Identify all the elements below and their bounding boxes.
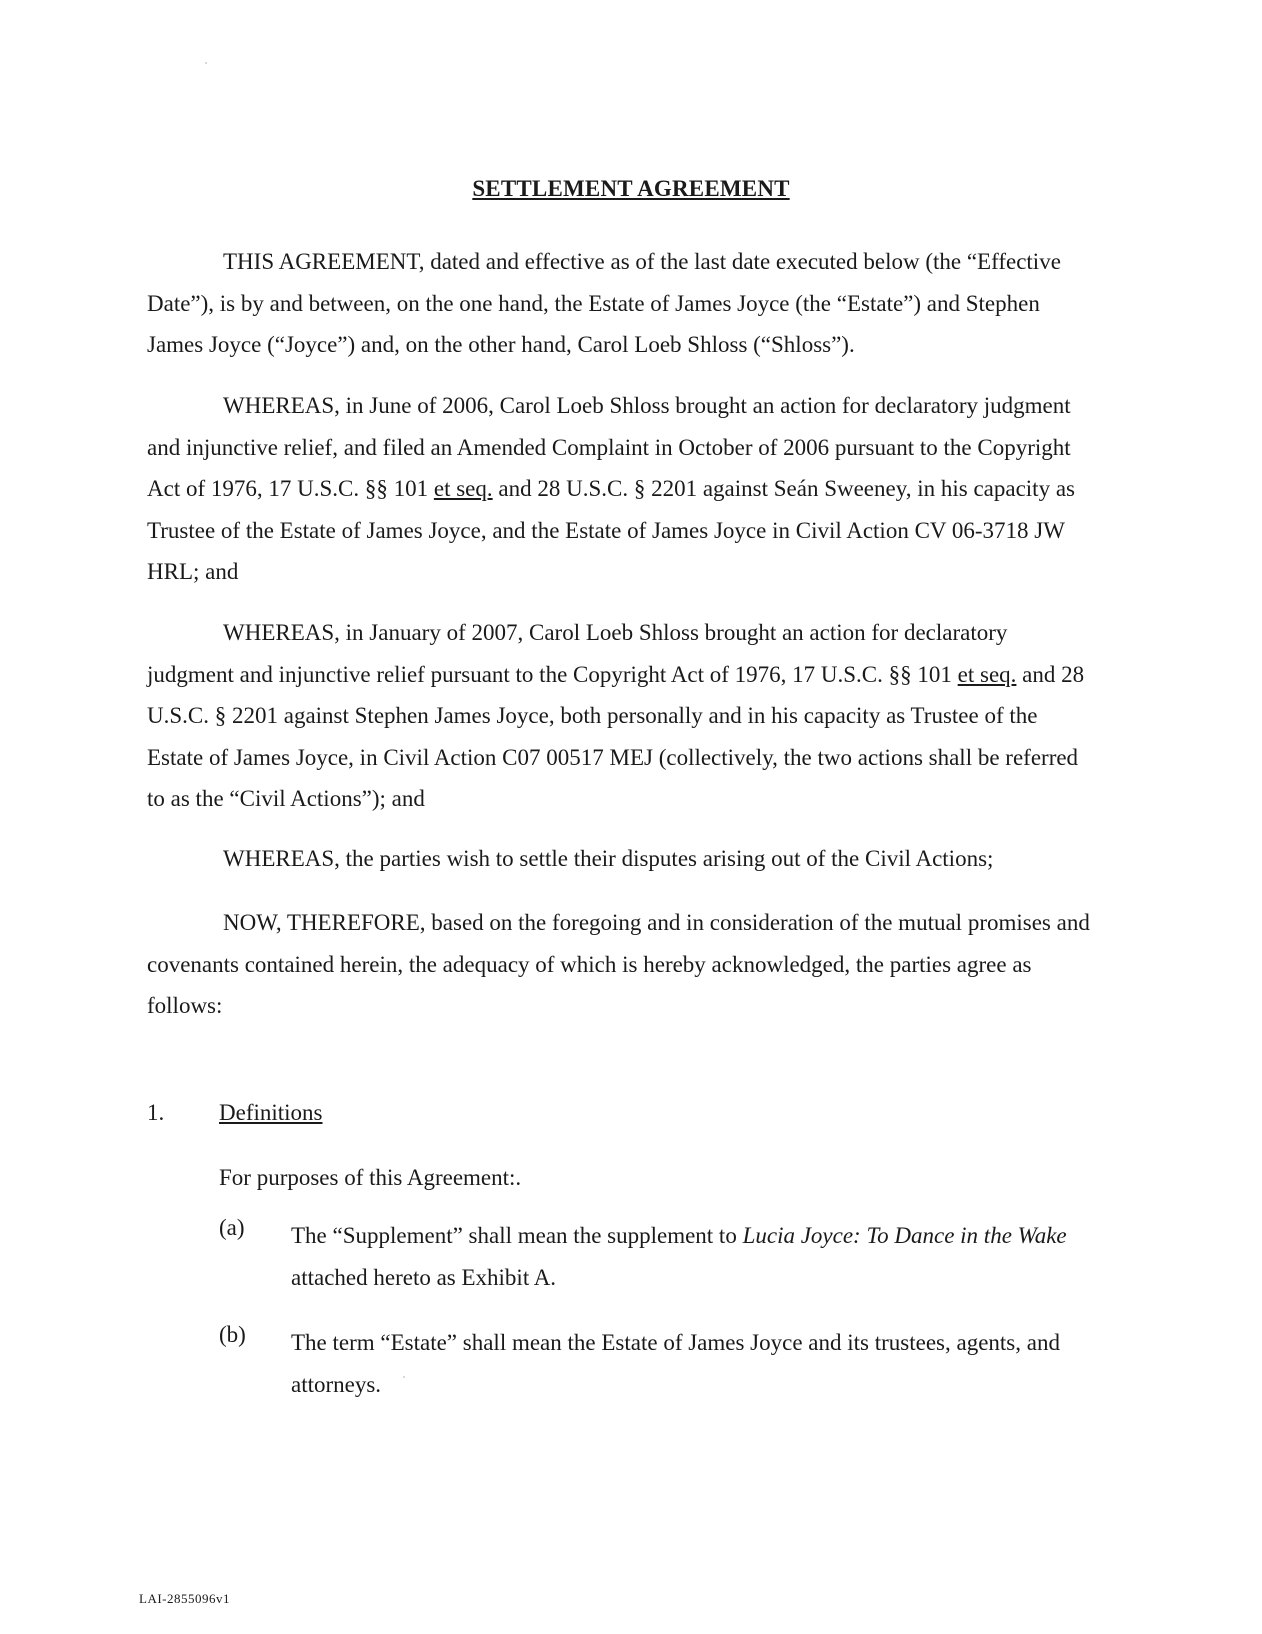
section-number: 1. <box>147 1100 165 1125</box>
book-title: Lucia Joyce: To Dance in the Wake <box>742 1223 1067 1248</box>
section-heading: Definitions <box>219 1100 323 1125</box>
document-title: SETTLEMENT AGREEMENT <box>472 176 790 201</box>
whereas-1-text-b: and 28 U.S.C. § 2201 against Seán Sweeney, in his capacity as Trustee of the Estate of James Joyce, and the Estate of James Joyce in Civil Action CV 06-3718 JW HRL; and <box>147 476 1075 584</box>
item-label: (a) <box>219 1215 245 1240</box>
item-a-text-a: The “Supplement” shall mean the supplement to <box>291 1223 743 1248</box>
whereas-paragraph-2 <box>147 612 1095 820</box>
whereas-paragraph-1 <box>147 385 1095 593</box>
whereas-paragraph-3: WHEREAS, the parties wish to settle their disputes arising out of the Civil Actions; <box>223 846 994 871</box>
item-label: (b) <box>219 1322 246 1347</box>
document-id-footer: LAI-2855096v1 <box>139 1591 230 1606</box>
et-seq-citation: et seq. <box>433 476 493 501</box>
whereas-1-text-a: WHEREAS, in June of 2006, Carol Loeb Shloss brought an action for declaratory judgment and injunctive relief, and filed an Amended Complaint in October of 2006 pursuant to the Copyright Act of 1976, 17 U.S.C. §§ 101 <box>147 393 1071 501</box>
whereas-2-text-a: WHEREAS, in January of 2007, Carol Loeb Shloss brought an action for declaratory judgment and injunctive relief pursuant to the Copyright Act of 1976, 17 U.S.C. §§ 101 <box>147 620 1008 687</box>
item-text <box>291 1215 1099 1298</box>
item-a-text-b: attached hereto as Exhibit A. <box>291 1264 557 1290</box>
preamble-paragraph: THIS AGREEMENT, dated and effective as of the last date executed below (the “Effective Date”), is by and between, on the one hand, the Estate of James Joyce (the “Estate”) and Stephen James Joyce (“Joyce”) and, on the other hand, Carol Loeb Shloss (“Shloss”). <box>147 249 1061 357</box>
section-intro: For purposes of this Agreement:. <box>219 1165 522 1190</box>
et-seq-citation: et seq. <box>957 661 1017 687</box>
scan-speck <box>205 62 207 64</box>
now-therefore-paragraph: NOW, THEREFORE, based on the foregoing and in consideration of the mutual promises and covenants contained herein, the adequacy of which is hereby acknowledged, the parties agree as follows: <box>147 910 1090 1018</box>
item-text: The term “Estate” shall mean the Estate of James Joyce and its trustees, agents, and attorneys. <box>291 1330 1060 1397</box>
whereas-2-text-b: and 28 U.S.C. § 2201 against Stephen James Joyce, both personally and in his capacity as Trustee of the Estate of James Joyce, in Civil Action C07 00517 MEJ (collectively, the two actions shall be referred to as the “Civil Actions”); and <box>147 661 1085 811</box>
